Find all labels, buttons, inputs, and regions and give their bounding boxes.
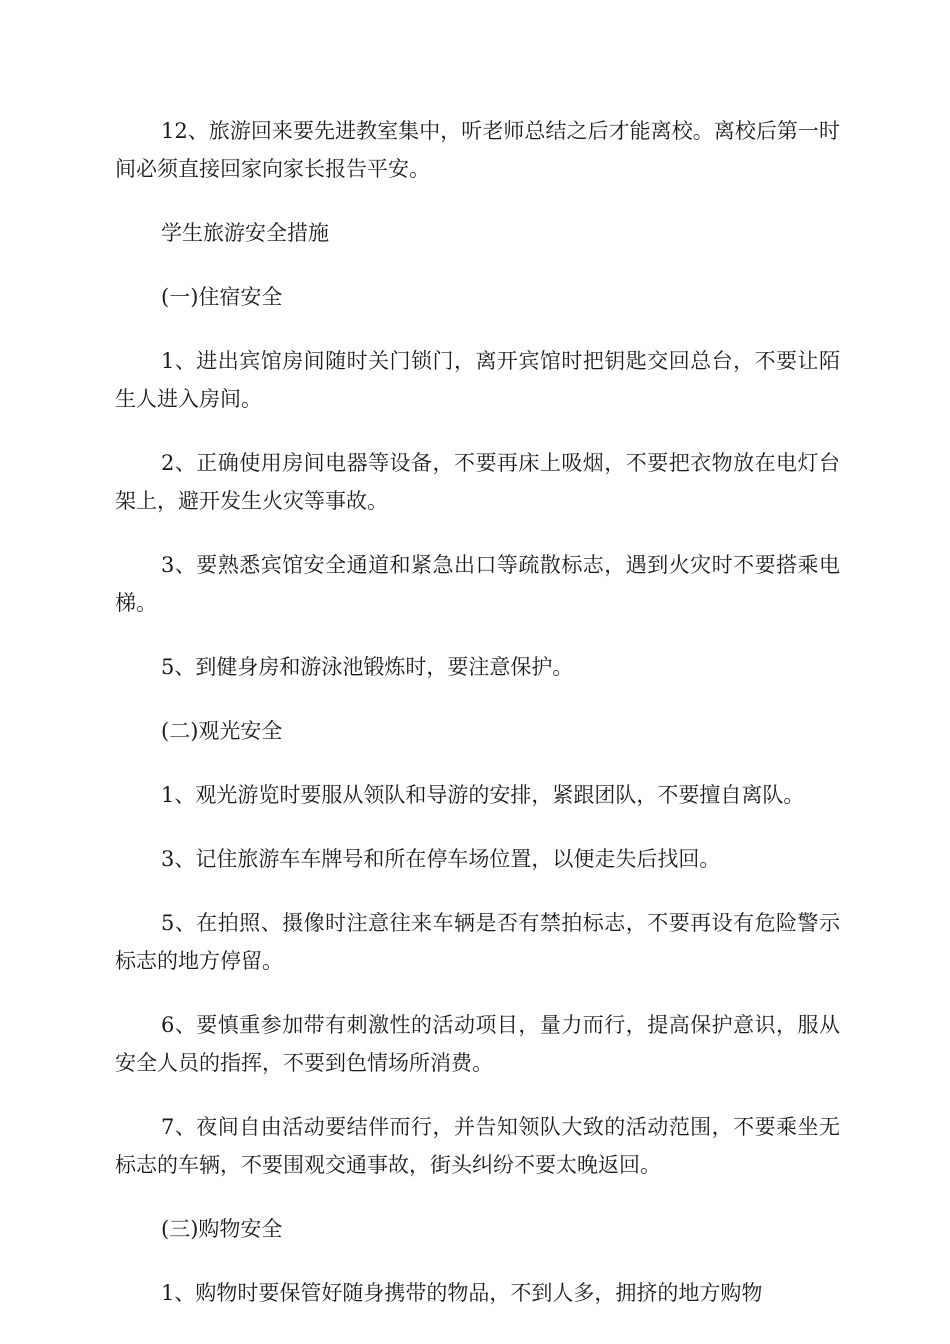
subheading-shopping-safety: (三)购物安全 [161,1217,283,1241]
subheading-accommodation-safety: (一)住宿安全 [161,285,283,309]
document-body [115,112,840,1338]
paragraph-sightseeing-6: 6、要慎重参加带有刺激性的活动项目，量力而行，提高保护意识，服从安全人员的指挥，不要到色情场所消费。 [115,1013,840,1075]
paragraph-sightseeing-3: 3、记住旅游车车牌号和所在停车场位置，以便走失后找回。 [161,847,721,871]
paragraph-accommodation-3: 3、要熟悉宾馆安全通道和紧急出口等疏散标志，遇到火灾时不要搭乘电梯。 [115,553,840,615]
subheading-sightseeing-safety: (二)观光安全 [161,719,283,743]
paragraph-accommodation-2: 2、正确使用房间电器等设备，不要再床上吸烟，不要把衣物放在电灯台架上，避开发生火灾等事故。 [115,451,840,513]
paragraph-accommodation-1: 1、进出宾馆房间随时关门锁门，离开宾馆时把钥匙交回总台，不要让陌生人进入房间。 [115,349,840,411]
paragraph-shopping-1: 1、购物时要保管好随身携带的物品，不到人多，拥挤的地方购物 [161,1281,763,1305]
paragraph-sightseeing-7: 7、夜间自由活动要结伴而行，并告知领队大致的活动范围，不要乘坐无标志的车辆，不要围观交通事故，街头纠纷不要太晚返回。 [115,1115,840,1177]
paragraph-return-to-classroom: 12、旅游回来要先进教室集中，听老师总结之后才能离校。离校后第一时间必须直接回家向家长报告平安。 [115,119,840,181]
paragraph-accommodation-5: 5、到健身房和游泳池锻炼时，要注意保护。 [161,655,574,679]
paragraph-sightseeing-5: 5、在拍照、摄像时注意往来车辆是否有禁拍标志，不要再设有危险警示标志的地方停留。 [115,911,840,973]
paragraph-sightseeing-1: 1、观光游览时要服从领队和导游的安排，紧跟团队，不要擅自离队。 [161,783,805,807]
section-heading-safety-measures: 学生旅游安全措施 [161,221,329,245]
